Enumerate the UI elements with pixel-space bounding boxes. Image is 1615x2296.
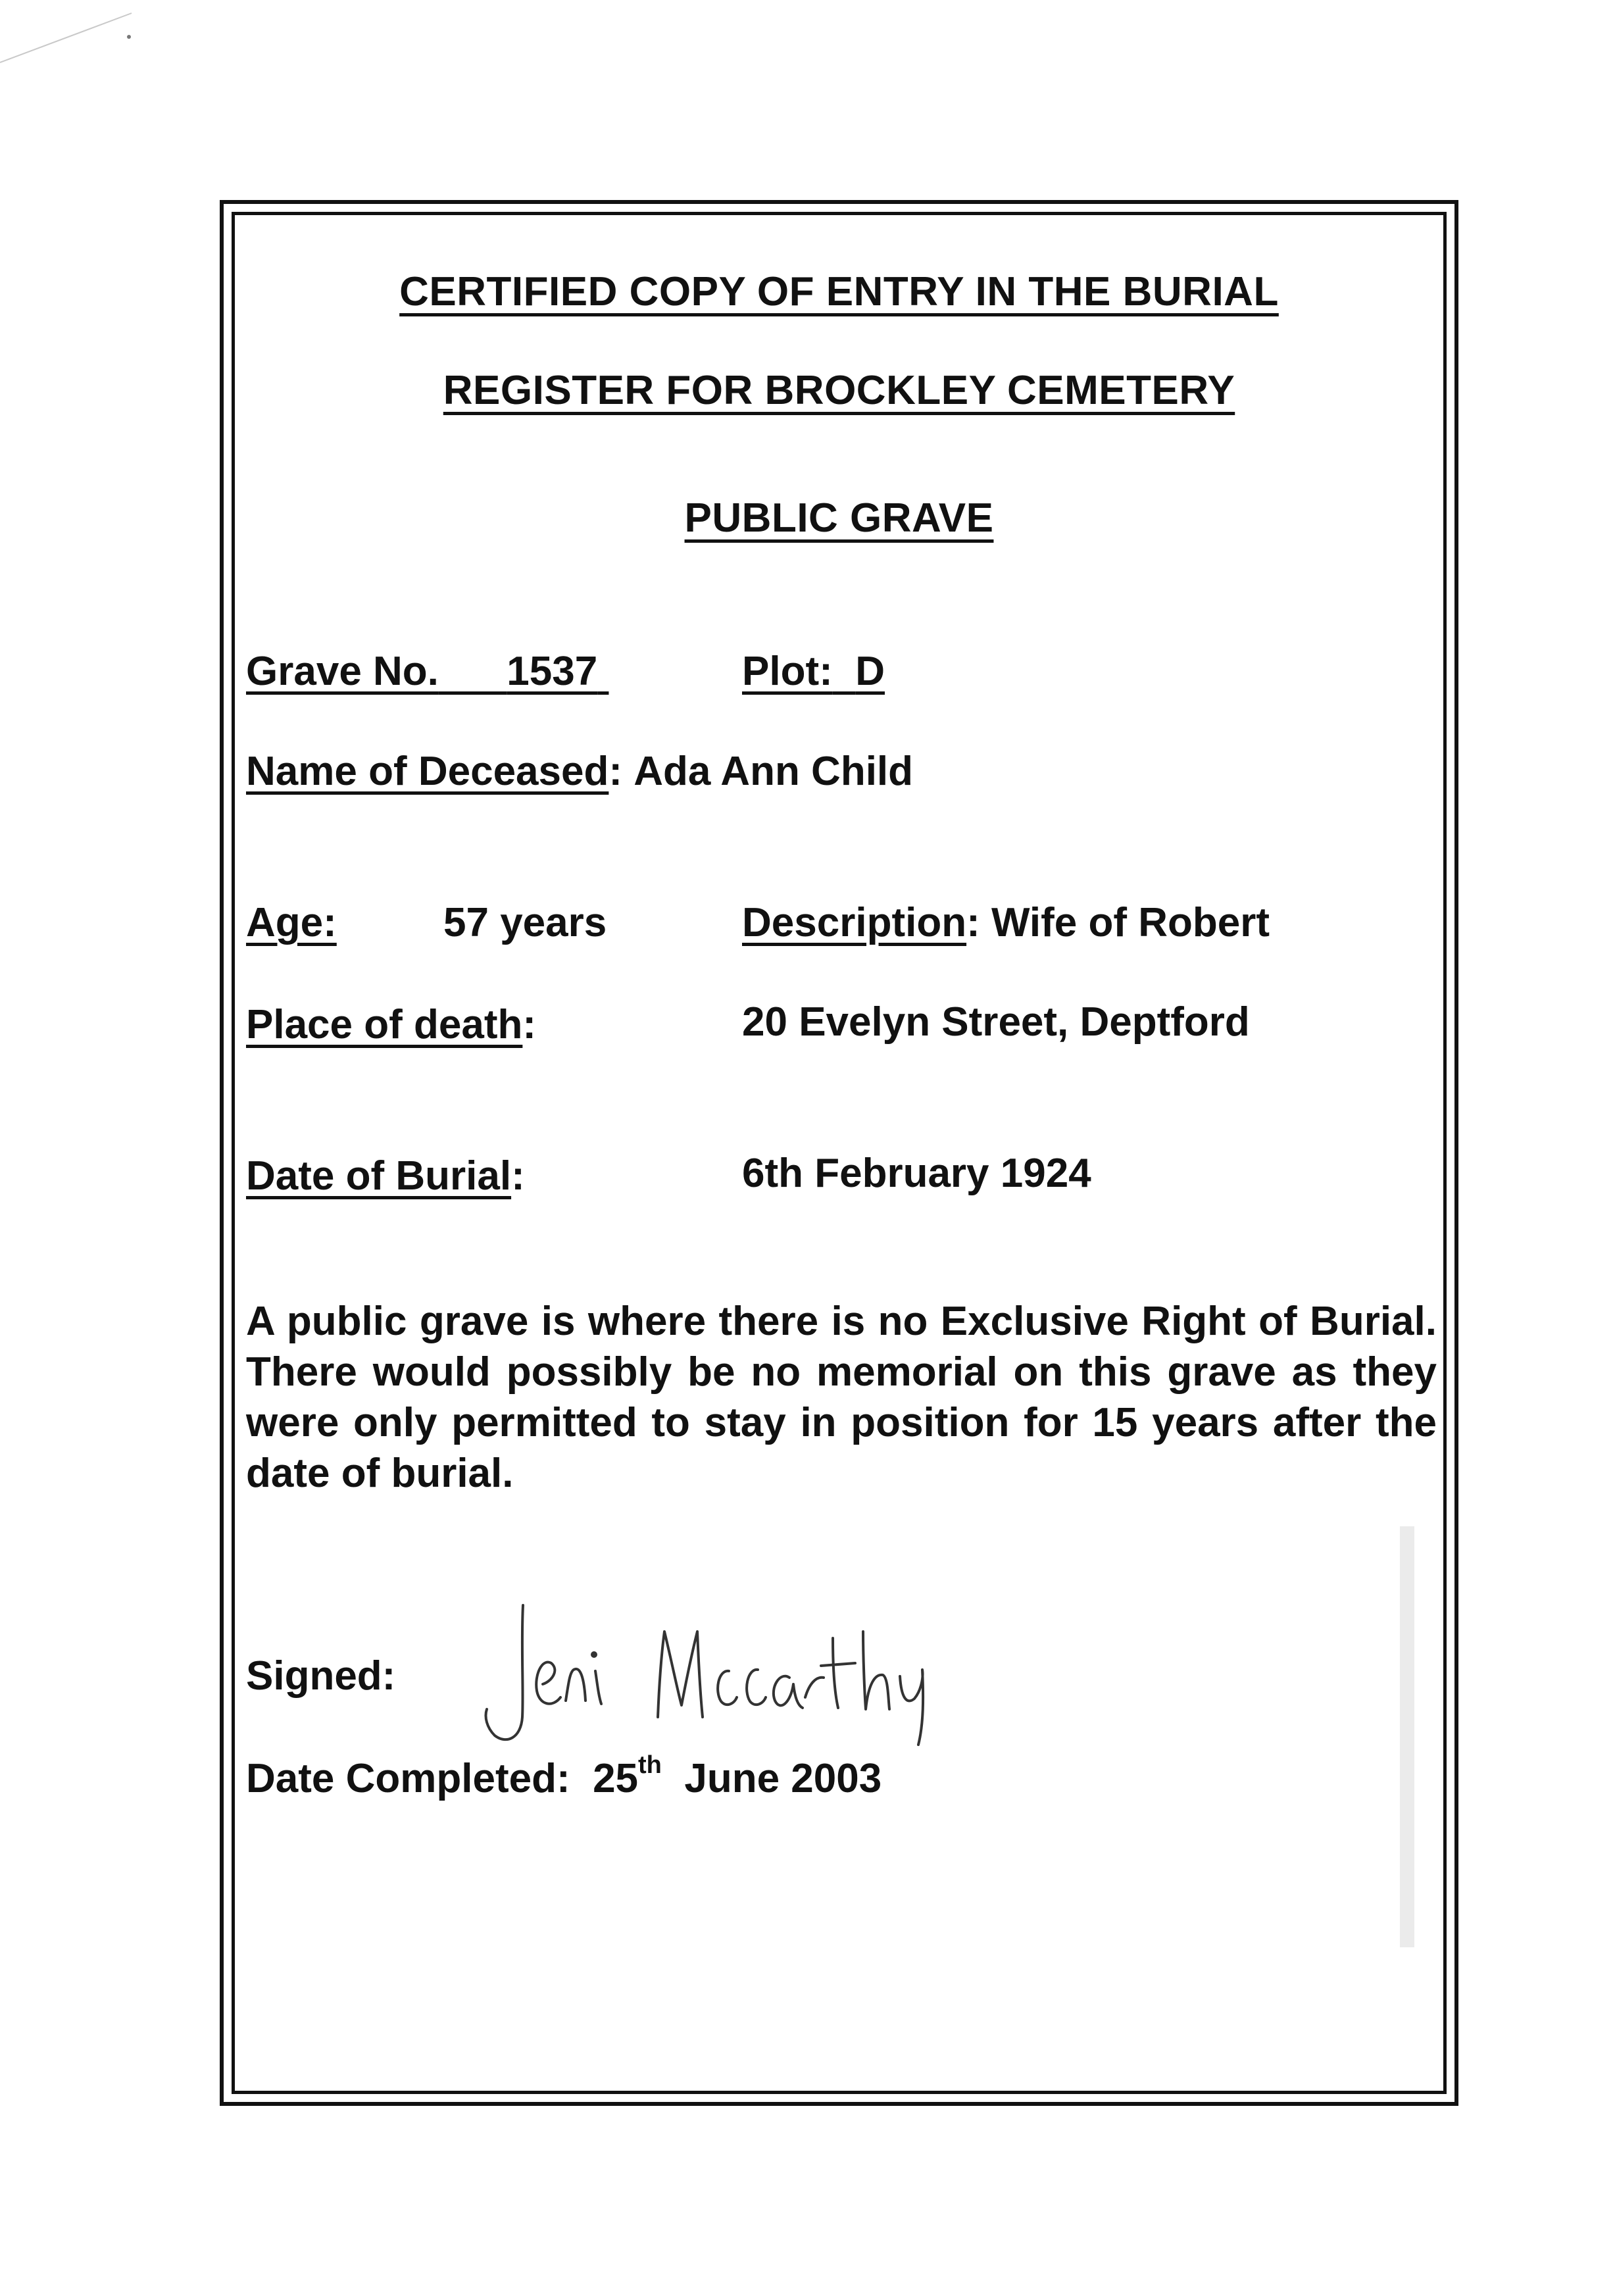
date-of-burial-row: Date of Burial:: [246, 1153, 525, 1199]
place-of-death-row: Place of death:: [246, 1002, 537, 1047]
description-row: Description: Wife of Robert: [742, 900, 1270, 945]
handwritten-signature: [460, 1592, 1000, 1757]
date-of-burial-value: 6th February 1924: [742, 1151, 1091, 1196]
signed-label: Signed:: [246, 1653, 396, 1699]
date-completed-day: 25: [593, 1756, 639, 1801]
deceased-label: Name of Deceased: [246, 749, 609, 794]
plot-row: [742, 648, 885, 695]
scan-artifact-mark: [0, 0, 145, 72]
description-label: Description: [742, 900, 967, 945]
age-row: [246, 899, 337, 946]
description-value: Wife of Robert: [991, 900, 1270, 945]
date-completed-month-year: June 2003: [684, 1756, 882, 1801]
grave-number-label: Grave No. 1537: [246, 649, 598, 694]
place-of-death-value: 20 Evelyn Street, Deptford: [742, 999, 1250, 1045]
plot-label: Plot:: [742, 649, 833, 694]
grave-number-row: [246, 648, 609, 695]
public-grave-note: A public grave is where there is no Exclusive Right of Burial. There would possibly be no memorial on this grave as they were only permitted to stay in position for 15 years after the date of burial.: [246, 1299, 1437, 1496]
place-of-death-label: Place of death: [246, 1002, 523, 1047]
date-completed-suffix: th: [638, 1751, 662, 1779]
age-label: Age:: [246, 900, 337, 945]
date-completed-label: Date Completed:: [246, 1756, 570, 1801]
deceased-row: Name of Deceased: Ada Ann Child: [246, 749, 914, 794]
certificate-title-line-2: REGISTER FOR BROCKLEY CEMETERY: [443, 368, 1235, 413]
age-value: 57 years: [443, 900, 607, 945]
deceased-value: Ada Ann Child: [634, 749, 914, 794]
plot-value: D: [855, 649, 885, 694]
grave-number-value: 1537: [507, 649, 598, 694]
faint-bleed-through-mark: [1396, 1526, 1418, 1947]
date-completed-row: [246, 1751, 882, 1802]
certificate-title-line-3: PUBLIC GRAVE: [684, 495, 994, 541]
certificate-title-line-1: CERTIFIED COPY OF ENTRY IN THE BURIAL: [399, 269, 1279, 314]
date-of-burial-label: Date of Burial: [246, 1153, 512, 1199]
